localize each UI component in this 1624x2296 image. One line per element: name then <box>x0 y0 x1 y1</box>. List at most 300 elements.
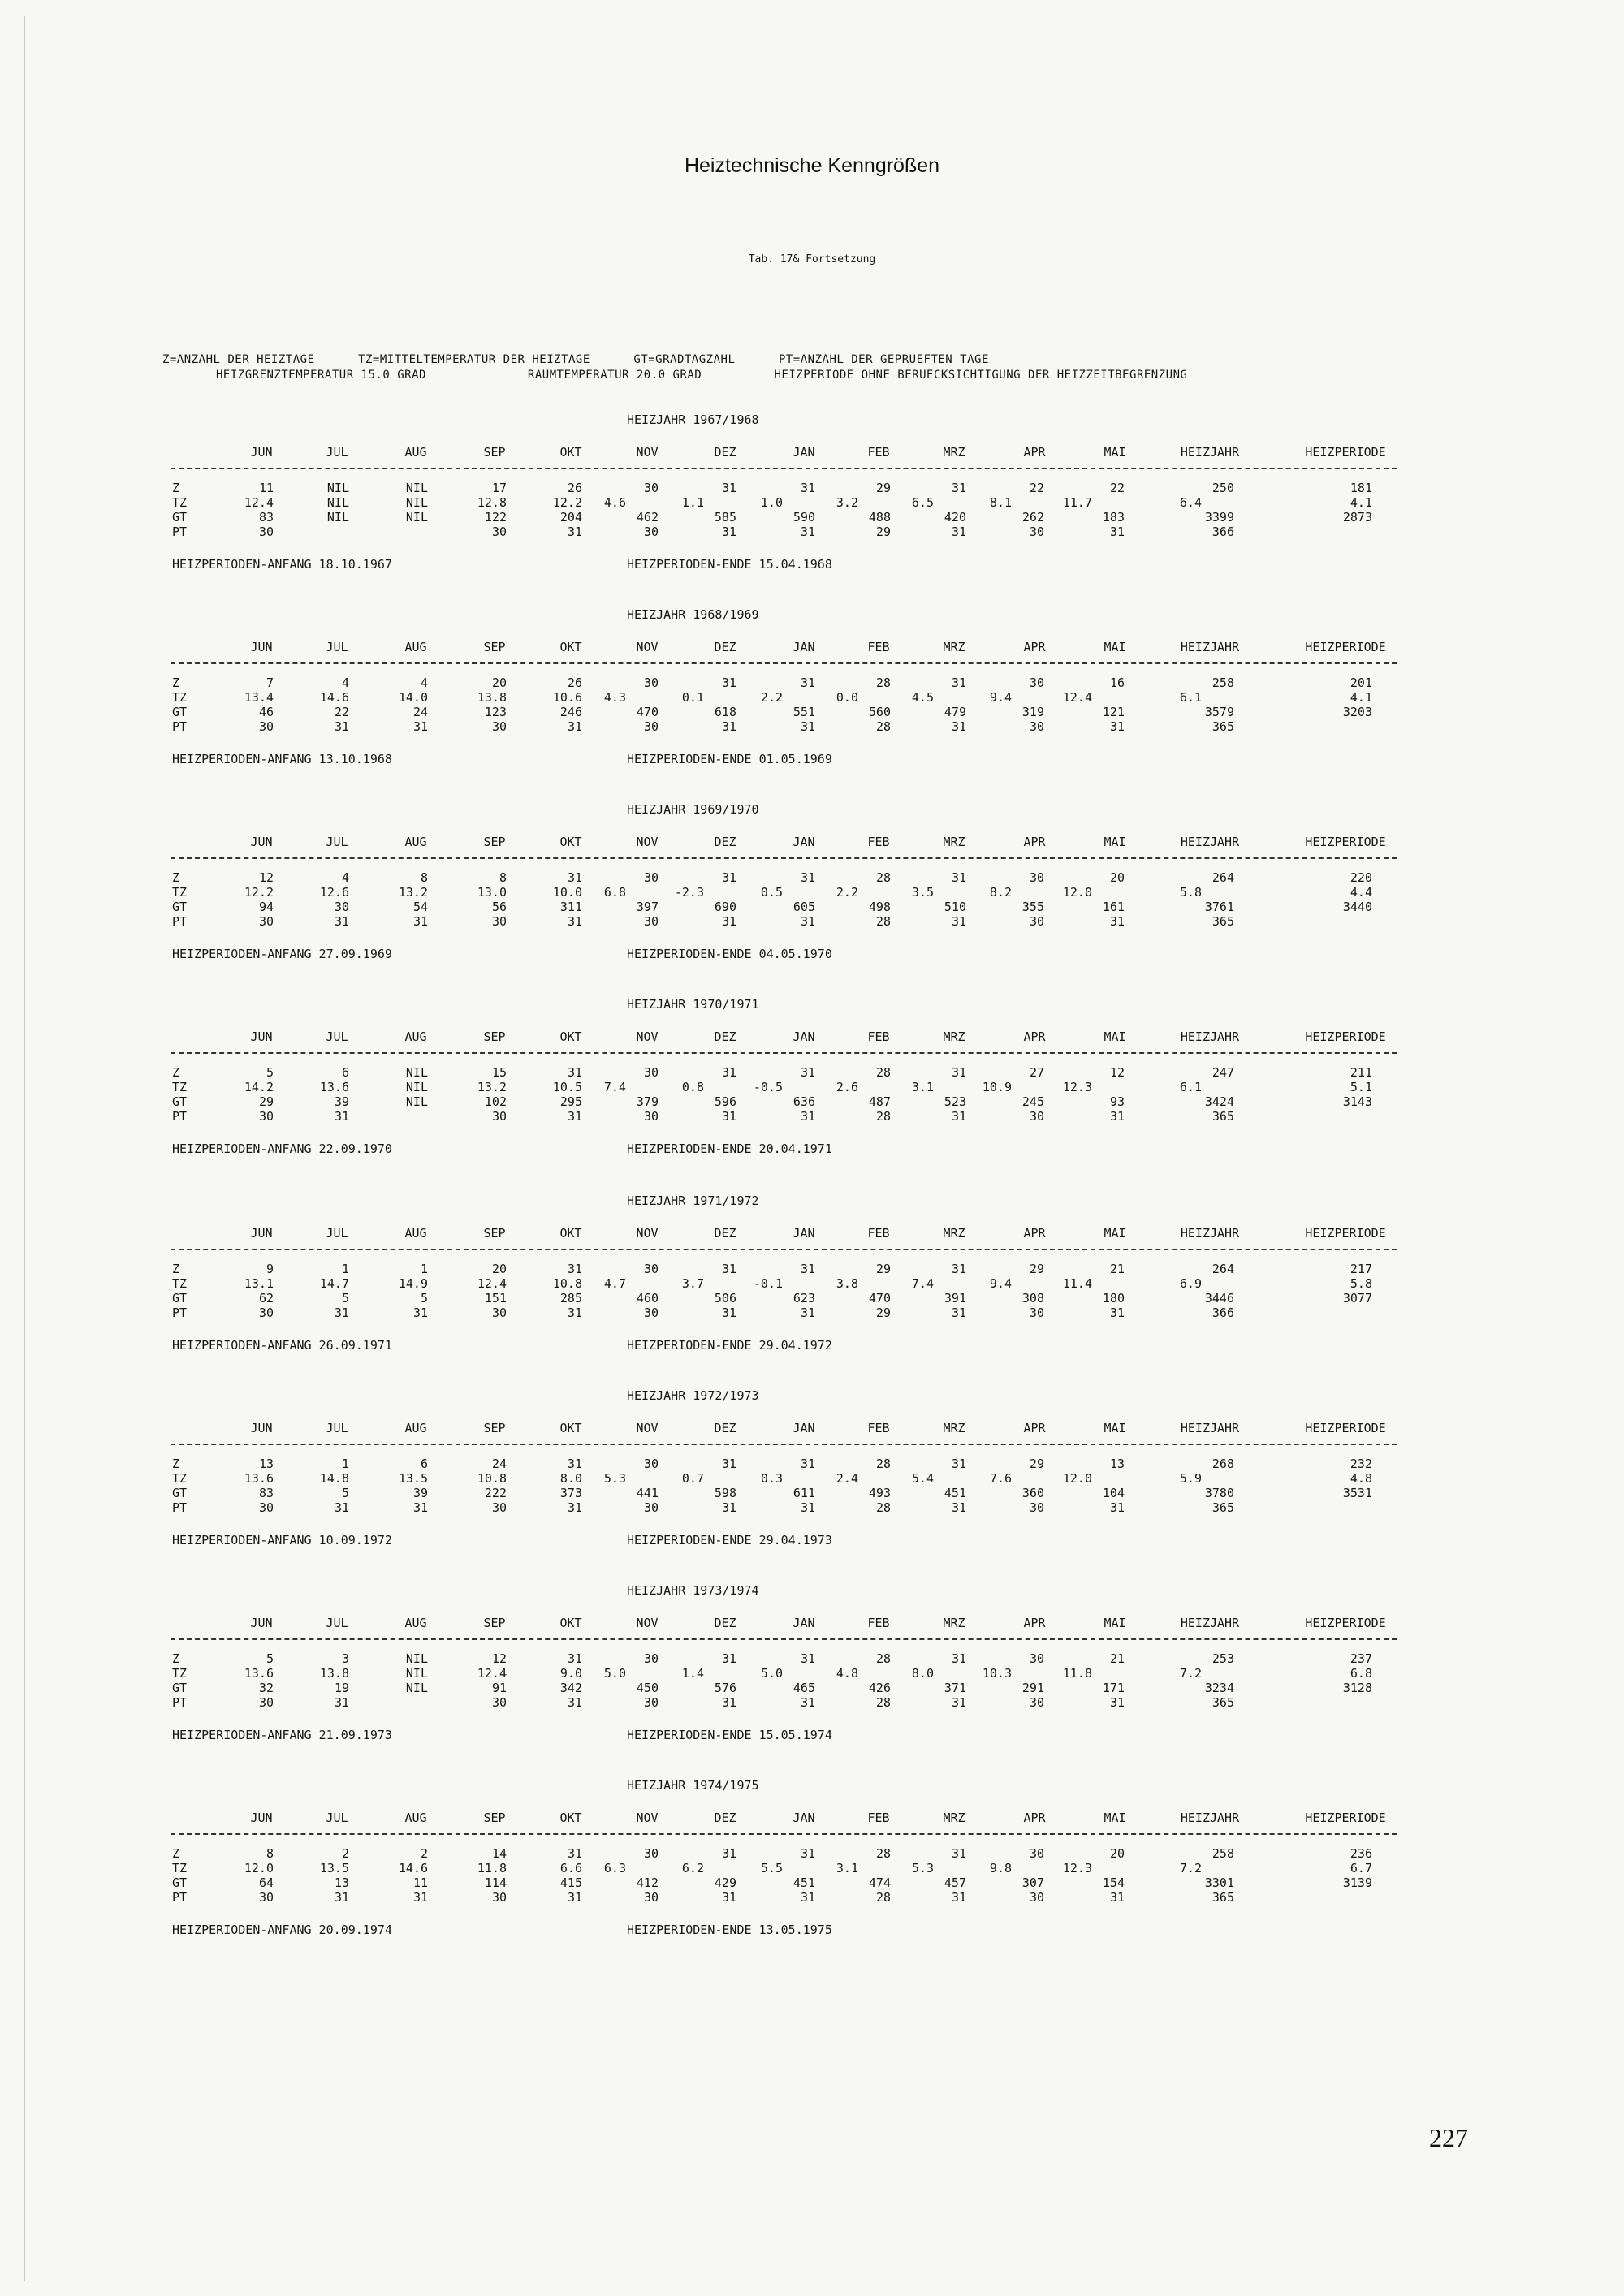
cell-tz: 12.2 <box>552 495 582 510</box>
cell-tz: 10.8 <box>477 1471 507 1486</box>
cell-tz: 5.3 <box>603 1471 626 1486</box>
cell-pt: 31 <box>800 914 815 929</box>
row-label-z: Z <box>172 481 180 495</box>
column-header: SEP <box>483 1226 506 1241</box>
cell-tz: 13.8 <box>319 1666 349 1681</box>
start-label: HEIZPERIODEN-ANFANG <box>172 557 312 572</box>
cell-z: 8 <box>266 1846 274 1861</box>
cell-z: 5 <box>266 1065 274 1080</box>
dashed-separator <box>171 1249 1397 1250</box>
cell-z: 31 <box>721 675 736 690</box>
start-date: 20.09.1974 <box>318 1923 392 1937</box>
cell-tz: 6.1 <box>1179 1080 1202 1094</box>
row-label-pt: PT <box>172 1695 188 1710</box>
cell-gt: 355 <box>1021 900 1044 914</box>
row-label-tz: TZ <box>172 1471 188 1486</box>
start-date: 21.09.1973 <box>318 1728 392 1742</box>
cell-gt: 391 <box>944 1291 966 1306</box>
start-label: HEIZPERIODEN-ANFANG <box>172 1728 312 1742</box>
cell-gt: 171 <box>1102 1681 1125 1695</box>
cell-z: 11 <box>258 481 274 495</box>
dashed-separator <box>171 1638 1397 1640</box>
column-header: OKT <box>559 835 582 849</box>
cell-gt: 311 <box>559 900 582 914</box>
end-label: HEIZPERIODEN-ENDE <box>627 1533 752 1547</box>
table-caption: Tab. 17& Fortsetzung <box>748 253 876 265</box>
cell-gt: 123 <box>484 705 507 719</box>
cell-z: 2 <box>420 1846 428 1861</box>
cell-pt: 31 <box>334 1695 349 1710</box>
end-date: 15.05.1974 <box>758 1728 832 1742</box>
cell-pt: 31 <box>567 1306 582 1320</box>
cell-z: 26 <box>567 675 582 690</box>
column-header: DEZ <box>714 1029 736 1044</box>
cell-z: 26 <box>567 481 582 495</box>
column-header: JUL <box>326 445 348 460</box>
cell-z: 12 <box>258 870 274 885</box>
column-header: HEIZJAHR <box>1180 835 1240 849</box>
cell-z: 27 <box>1029 1065 1044 1080</box>
cell-pt: 31 <box>567 719 582 734</box>
cell-tz: 14.6 <box>398 1861 428 1875</box>
cell-pt: 31 <box>412 1890 428 1905</box>
column-header: FEB <box>867 640 890 654</box>
column-header: JUL <box>326 640 348 654</box>
cell-gt: 470 <box>868 1291 891 1306</box>
cell-gt: 3399 <box>1204 510 1234 524</box>
cell-tz: -0.5 <box>753 1080 783 1094</box>
column-header: APR <box>1023 1616 1046 1630</box>
row-label-tz: TZ <box>172 690 188 705</box>
cell-z: 20 <box>1109 1846 1125 1861</box>
end-date: 29.04.1972 <box>758 1338 832 1353</box>
cell-gt: 3579 <box>1204 705 1234 719</box>
cell-gt: 605 <box>793 900 815 914</box>
cell-tz: 9.4 <box>989 690 1012 705</box>
legend-line-2: HEIZGRENZTEMPERATUR 15.0 GRAD RAUMTEMPERATUR 20.0 GRAD HEIZPERIODE OHNE BERUECKSICHTIGUNG DER HEIZZEITBEGRENZUNG <box>216 369 1188 382</box>
cell-pt: 28 <box>875 1890 891 1905</box>
cell-tz: 10.3 <box>982 1666 1012 1681</box>
cell-pt: 30 <box>258 1306 274 1320</box>
row-label-z: Z <box>172 675 180 690</box>
cell-pt: 31 <box>334 1500 349 1515</box>
heizperioden-anfang <box>172 1340 392 1352</box>
end-date: 01.05.1969 <box>758 752 832 766</box>
cell-z: 258 <box>1212 675 1234 690</box>
cell-gt: 373 <box>559 1486 582 1500</box>
cell-z: 30 <box>643 1457 659 1471</box>
cell-gt: 307 <box>1021 1875 1044 1890</box>
column-header: JAN <box>793 445 815 460</box>
row-label-z: Z <box>172 870 180 885</box>
cell-gt: 690 <box>714 900 736 914</box>
cell-z: 8 <box>499 870 507 885</box>
cell-tz: 6.4 <box>1179 495 1202 510</box>
dashed-separator <box>171 1444 1397 1445</box>
column-header: AUG <box>404 1810 427 1825</box>
column-header: JUN <box>250 835 273 849</box>
cell-z: 31 <box>721 1846 736 1861</box>
column-header: NOV <box>636 1029 659 1044</box>
cell-gt: 3780 <box>1204 1486 1234 1500</box>
column-header: DEZ <box>714 1421 736 1435</box>
cell-gt: 3424 <box>1204 1094 1234 1109</box>
cell-tz: 12.0 <box>1062 885 1092 900</box>
heizjahr-block <box>0 1390 1624 1585</box>
cell-gt: NIL <box>405 1681 428 1695</box>
end-label: HEIZPERIODEN-ENDE <box>627 1728 752 1742</box>
cell-gt: 3531 <box>1342 1486 1372 1500</box>
cell-tz: 4.5 <box>911 690 934 705</box>
start-date: 22.09.1970 <box>318 1142 392 1156</box>
column-header: MRZ <box>943 1616 965 1630</box>
column-header: NOV <box>636 1616 659 1630</box>
page-number: 227 <box>1429 2123 1468 2152</box>
cell-tz: 6.3 <box>603 1861 626 1875</box>
cell-gt: 94 <box>258 900 274 914</box>
column-header: HEIZPERIODE <box>1305 1616 1386 1630</box>
row-label-pt: PT <box>172 1109 188 1124</box>
end-label: HEIZPERIODEN-ENDE <box>627 752 752 766</box>
cell-z: 247 <box>1212 1065 1234 1080</box>
cell-z: 31 <box>567 1846 582 1861</box>
cell-gt: 30 <box>334 900 349 914</box>
cell-pt: 31 <box>721 1109 736 1124</box>
year-title: HEIZJAHR 1967/1968 <box>627 412 759 427</box>
start-label: HEIZPERIODEN-ANFANG <box>172 1923 312 1937</box>
cell-z: 31 <box>951 675 966 690</box>
row-label-pt: PT <box>172 1500 188 1515</box>
row-label-gt: GT <box>172 900 188 914</box>
cell-tz: 11.4 <box>1062 1276 1092 1291</box>
row-label-z: Z <box>172 1651 180 1666</box>
cell-z: 30 <box>643 1846 659 1861</box>
heizjahr-block <box>0 804 1624 999</box>
column-header: HEIZPERIODE <box>1305 640 1386 654</box>
cell-z: 4 <box>341 870 349 885</box>
column-header: NOV <box>636 1810 659 1825</box>
cell-tz: 5.0 <box>603 1666 626 1681</box>
cell-pt: 31 <box>567 524 582 539</box>
dashed-separator <box>171 1052 1397 1054</box>
row-label-gt: GT <box>172 1291 188 1306</box>
cell-tz: 2.6 <box>836 1080 858 1094</box>
cell-z: 237 <box>1350 1651 1372 1666</box>
column-header: NOV <box>636 1421 659 1435</box>
cell-tz: 7.2 <box>1179 1861 1202 1875</box>
row-label-gt: GT <box>172 1681 188 1695</box>
cell-gt: 122 <box>484 510 507 524</box>
cell-tz: 4.7 <box>603 1276 626 1291</box>
cell-pt: 30 <box>643 1306 659 1320</box>
cell-pt: 30 <box>643 1695 659 1710</box>
column-header: AUG <box>404 835 427 849</box>
cell-z: 31 <box>951 1846 966 1861</box>
heizjahr-block <box>0 1195 1624 1390</box>
cell-z: 30 <box>1029 675 1044 690</box>
cell-pt: 30 <box>258 1890 274 1905</box>
heizperioden-anfang <box>172 1534 392 1547</box>
cell-tz: 6.9 <box>1179 1276 1202 1291</box>
cell-pt: 30 <box>1029 914 1044 929</box>
column-header: AUG <box>404 1616 427 1630</box>
cell-gt: 93 <box>1109 1094 1125 1109</box>
cell-pt: 30 <box>258 719 274 734</box>
cell-z: 31 <box>800 675 815 690</box>
column-header: JUN <box>250 640 273 654</box>
cell-tz: 3.1 <box>836 1861 858 1875</box>
cell-pt: 30 <box>643 719 659 734</box>
cell-gt: 420 <box>944 510 966 524</box>
cell-pt: 31 <box>721 1500 736 1515</box>
column-header: MRZ <box>943 1226 965 1241</box>
cell-z: 31 <box>800 1651 815 1666</box>
cell-pt: 366 <box>1212 1306 1234 1320</box>
cell-tz: 13.2 <box>477 1080 507 1094</box>
cell-tz: 1.0 <box>760 495 783 510</box>
cell-z: 31 <box>951 1262 966 1276</box>
cell-pt: 31 <box>951 1695 966 1710</box>
cell-tz: 6.1 <box>1179 690 1202 705</box>
column-header: JUN <box>250 1421 273 1435</box>
cell-gt: 180 <box>1102 1291 1125 1306</box>
heizperioden-anfang <box>172 948 392 960</box>
dashed-separator <box>171 857 1397 859</box>
cell-tz: 0.5 <box>760 885 783 900</box>
cell-z: 1 <box>341 1262 349 1276</box>
column-header: HEIZPERIODE <box>1305 835 1386 849</box>
cell-gt: 102 <box>484 1094 507 1109</box>
column-header: HEIZJAHR <box>1180 640 1240 654</box>
cell-pt: 31 <box>1109 1500 1125 1515</box>
cell-gt: 54 <box>412 900 428 914</box>
cell-z: 4 <box>341 675 349 690</box>
cell-pt: 365 <box>1212 1109 1234 1124</box>
column-header: APR <box>1023 1226 1046 1241</box>
cell-pt: 31 <box>1109 1306 1125 1320</box>
cell-gt: 415 <box>559 1875 582 1890</box>
cell-pt: 31 <box>567 1109 582 1124</box>
cell-gt: 510 <box>944 900 966 914</box>
cell-z: 264 <box>1212 870 1234 885</box>
cell-pt: 31 <box>800 1109 815 1124</box>
cell-z: 253 <box>1212 1651 1234 1666</box>
column-header: OKT <box>559 1421 582 1435</box>
cell-gt: NIL <box>326 510 349 524</box>
cell-pt: 30 <box>1029 524 1044 539</box>
column-header: FEB <box>867 1616 890 1630</box>
cell-gt: 429 <box>714 1875 736 1890</box>
cell-z: 28 <box>875 1846 891 1861</box>
row-label-pt: PT <box>172 1890 188 1905</box>
column-header: APR <box>1023 1029 1046 1044</box>
cell-gt: 319 <box>1021 705 1044 719</box>
heizperioden-ende <box>627 1143 832 1155</box>
cell-tz: 5.1 <box>1350 1080 1372 1094</box>
cell-tz: 11.8 <box>1062 1666 1092 1681</box>
column-header: DEZ <box>714 1226 736 1241</box>
cell-tz: 10.9 <box>982 1080 1012 1094</box>
cell-gt: 457 <box>944 1875 966 1890</box>
cell-tz: 12.2 <box>244 885 274 900</box>
cell-tz: 13.0 <box>477 885 507 900</box>
heizperioden-ende <box>627 1924 832 1936</box>
row-label-gt: GT <box>172 510 188 524</box>
cell-gt: 598 <box>714 1486 736 1500</box>
cell-z: 4 <box>420 675 428 690</box>
cell-gt: 285 <box>559 1291 582 1306</box>
cell-tz: 3.2 <box>836 495 858 510</box>
column-header: JUN <box>250 1029 273 1044</box>
cell-tz: 1.4 <box>681 1666 704 1681</box>
cell-pt: 31 <box>567 1500 582 1515</box>
column-header: HEIZPERIODE <box>1305 1226 1386 1241</box>
cell-tz: 0.0 <box>836 690 858 705</box>
page-title: Heiztechnische Kenngrößen <box>684 154 940 177</box>
column-header: MRZ <box>943 835 965 849</box>
end-date: 13.05.1975 <box>758 1923 832 1937</box>
cell-z: 31 <box>800 870 815 885</box>
cell-gt: 11 <box>412 1875 428 1890</box>
cell-pt: 31 <box>412 719 428 734</box>
cell-gt: 2873 <box>1342 510 1372 524</box>
heizjahr-block <box>0 1585 1624 1780</box>
column-header: DEZ <box>714 835 736 849</box>
cell-gt: 114 <box>484 1875 507 1890</box>
column-header: JUL <box>326 1421 348 1435</box>
cell-pt: 365 <box>1212 719 1234 734</box>
cell-pt: 31 <box>800 524 815 539</box>
cell-gt: 246 <box>559 705 582 719</box>
cell-gt: 506 <box>714 1291 736 1306</box>
cell-tz: 13.5 <box>319 1861 349 1875</box>
cell-pt: 31 <box>721 719 736 734</box>
cell-z: 21 <box>1109 1262 1125 1276</box>
cell-pt: 31 <box>412 1306 428 1320</box>
heizperioden-ende <box>627 948 832 960</box>
cell-gt: 308 <box>1021 1291 1044 1306</box>
cell-pt: 30 <box>258 1109 274 1124</box>
row-label-gt: GT <box>172 1094 188 1109</box>
column-header: HEIZJAHR <box>1180 1226 1240 1241</box>
column-header: APR <box>1023 835 1046 849</box>
cell-tz: 9.0 <box>559 1666 582 1681</box>
cell-tz: 6.2 <box>681 1861 704 1875</box>
cell-tz: 13.6 <box>319 1080 349 1094</box>
cell-pt: 30 <box>491 1500 507 1515</box>
cell-z: 20 <box>491 1262 507 1276</box>
cell-gt: NIL <box>405 1094 428 1109</box>
cell-pt: 29 <box>875 1306 891 1320</box>
cell-gt: 56 <box>491 900 507 914</box>
cell-gt: 451 <box>793 1875 815 1890</box>
row-label-tz: TZ <box>172 1080 188 1094</box>
cell-gt: 412 <box>636 1875 659 1890</box>
heizjahr-block <box>0 609 1624 804</box>
cell-tz: 12.8 <box>477 495 507 510</box>
cell-tz: 12.0 <box>244 1861 274 1875</box>
cell-tz: NIL <box>405 1080 428 1094</box>
cell-pt: 31 <box>721 524 736 539</box>
cell-pt: 31 <box>951 1306 966 1320</box>
cell-gt: 618 <box>714 705 736 719</box>
year-title: HEIZJAHR 1971/1972 <box>627 1193 759 1208</box>
cell-gt: 342 <box>559 1681 582 1695</box>
column-header: HEIZPERIODE <box>1305 445 1386 460</box>
cell-gt: 83 <box>258 1486 274 1500</box>
cell-pt: 31 <box>800 1500 815 1515</box>
cell-z: 24 <box>491 1457 507 1471</box>
cell-z: 13 <box>258 1457 274 1471</box>
cell-gt: 523 <box>944 1094 966 1109</box>
column-header: JAN <box>793 1226 815 1241</box>
cell-pt: 30 <box>1029 1890 1044 1905</box>
cell-gt: 22 <box>334 705 349 719</box>
column-header: NOV <box>636 445 659 460</box>
start-label: HEIZPERIODEN-ANFANG <box>172 752 312 766</box>
cell-tz: 8.0 <box>911 1666 934 1681</box>
cell-gt: 3143 <box>1342 1094 1372 1109</box>
cell-tz: 13.8 <box>477 690 507 705</box>
cell-pt: 366 <box>1212 524 1234 539</box>
column-header: AUG <box>404 1029 427 1044</box>
cell-tz: 8.0 <box>559 1471 582 1486</box>
cell-z: 31 <box>800 481 815 495</box>
cell-z: 29 <box>875 481 891 495</box>
cell-tz: 5.3 <box>911 1861 934 1875</box>
column-header: JUL <box>326 835 348 849</box>
cell-z: 30 <box>643 481 659 495</box>
column-header: HEIZJAHR <box>1180 1029 1240 1044</box>
row-label-tz: TZ <box>172 495 188 510</box>
start-date: 13.10.1968 <box>318 752 392 766</box>
column-header: JAN <box>793 1810 815 1825</box>
row-label-tz: TZ <box>172 885 188 900</box>
cell-z: NIL <box>326 481 349 495</box>
start-date: 26.09.1971 <box>318 1338 392 1353</box>
cell-gt: 104 <box>1102 1486 1125 1500</box>
column-header: MAI <box>1104 445 1126 460</box>
cell-pt: 31 <box>567 914 582 929</box>
cell-tz: 0.7 <box>681 1471 704 1486</box>
start-date: 10.09.1972 <box>318 1533 392 1547</box>
cell-z: 30 <box>643 1651 659 1666</box>
cell-tz: 13.1 <box>244 1276 274 1291</box>
heizperioden-ende <box>627 1534 832 1547</box>
cell-gt: 161 <box>1102 900 1125 914</box>
cell-gt: 3446 <box>1204 1291 1234 1306</box>
end-label: HEIZPERIODEN-ENDE <box>627 947 752 961</box>
column-header: HEIZJAHR <box>1180 1616 1240 1630</box>
row-label-tz: TZ <box>172 1276 188 1291</box>
cell-pt: 31 <box>951 1890 966 1905</box>
cell-tz: 7.6 <box>989 1471 1012 1486</box>
cell-pt: 31 <box>721 914 736 929</box>
cell-tz: NIL <box>405 495 428 510</box>
end-label: HEIZPERIODEN-ENDE <box>627 1142 752 1156</box>
column-header: AUG <box>404 445 427 460</box>
cell-tz: 12.4 <box>477 1666 507 1681</box>
column-header: JUL <box>326 1226 348 1241</box>
cell-gt: 493 <box>868 1486 891 1500</box>
column-header: JUL <box>326 1616 348 1630</box>
cell-pt: 30 <box>491 1695 507 1710</box>
dashed-separator <box>171 468 1397 469</box>
cell-tz: 5.0 <box>760 1666 783 1681</box>
heizperioden-ende <box>627 1729 832 1741</box>
column-header: FEB <box>867 1029 890 1044</box>
cell-gt: 474 <box>868 1875 891 1890</box>
